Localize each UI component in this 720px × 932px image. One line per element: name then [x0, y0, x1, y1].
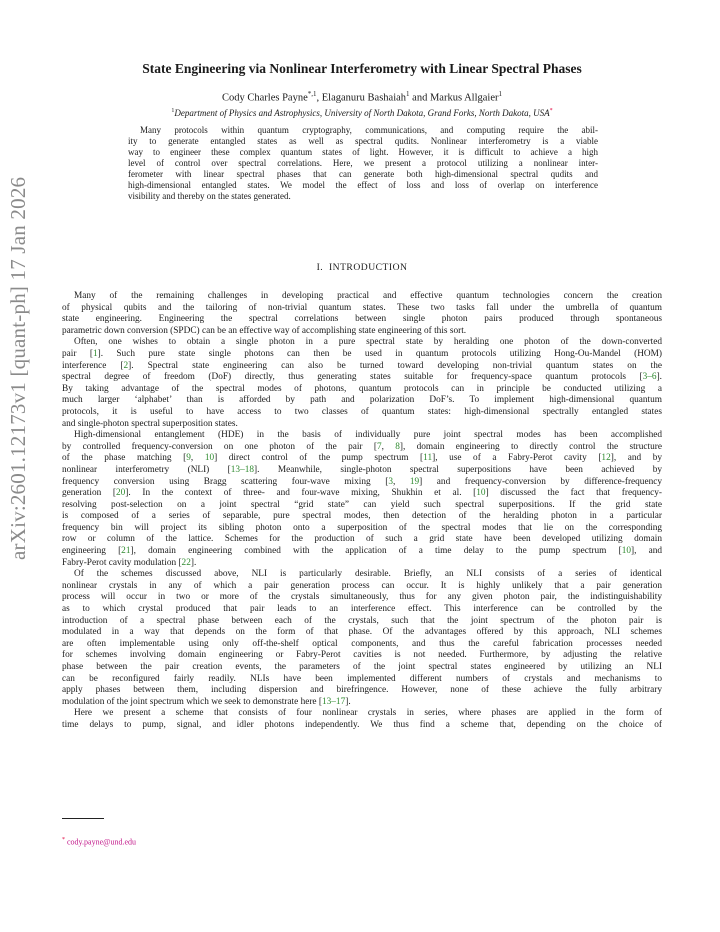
- affiliation: [60, 108, 664, 118]
- affiliation-text: Department of Physics and Astrophysics, University of North Dakota, Grand Forks, North Dakota, USA: [174, 108, 550, 118]
- body-line: [62, 592, 662, 604]
- citation-link[interactable]: 10: [621, 546, 631, 557]
- body-line: [62, 303, 662, 315]
- citation-link[interactable]: 22: [181, 557, 191, 568]
- text-run: engineering [: [62, 546, 122, 557]
- text-run: frequency conversion using Bragg scattering four-wave mixing [: [62, 476, 389, 487]
- text-run: ], domain engineering to directly control the structure: [399, 441, 662, 452]
- text-run: ,: [381, 441, 396, 452]
- text-run: ], and: [630, 546, 663, 557]
- text-run: parametric down conversion (SPDC) can be an effective way of accomplishing state engineering of this sort.: [62, 325, 467, 336]
- author-mark: 1: [406, 90, 410, 98]
- body-line: [62, 407, 662, 419]
- abstract-line: visibility and thereby on the states generated.: [128, 191, 291, 201]
- text-run: is composed of a series of separable, pure spectral modes, then detection of the heralding photon in a particular: [62, 511, 662, 522]
- text-run: state engineering. Engineering the spectral correlations between single photon pairs produced through spontaneous: [62, 314, 662, 325]
- text-run: frequency bin will project its sibling photon onto a superposition of the spectral modes that lie on the corresponding: [62, 522, 662, 533]
- body-line: [62, 569, 662, 581]
- body-line: [62, 465, 662, 477]
- text-run: ]. Spectral state engineering can also be turned toward developing non-trivial quantum states on the: [128, 360, 662, 371]
- abstract: [128, 125, 598, 202]
- footnote: [62, 837, 136, 847]
- body-line: [62, 372, 662, 384]
- citation-link[interactable]: 10: [204, 453, 215, 464]
- author-email-link[interactable]: cody.payne@und.edu: [67, 837, 137, 847]
- citation-link[interactable]: 12: [601, 453, 611, 464]
- section-number: I.: [316, 262, 324, 273]
- body-line: [62, 650, 662, 662]
- text-run: Here we present a scheme that consists of four nonlinear crystals in series, where phases are applied in the form of: [74, 708, 662, 719]
- abstract-line: ity to generate entangled states as well as spectral qudits. Nonlinear interferometry is a viable: [128, 136, 598, 146]
- paper-title: State Engineering via Nonlinear Interferometry with Linear Spectral Phases: [142, 61, 582, 76]
- body-line: [62, 581, 662, 593]
- text-run: row or column of the lattice. Schemes for the production of such a grid state have been developed utilizing domain: [62, 534, 662, 545]
- text-run: ].: [190, 557, 197, 568]
- body-line: [62, 361, 662, 373]
- abstract-line: way to engineer these complex quantum states of light. However, it is difficult to achieve a high: [128, 147, 598, 157]
- section-title: INTRODUCTION: [328, 262, 408, 273]
- text-run: ] and frequency-conversion by difference-frequency: [419, 476, 663, 487]
- citation-link[interactable]: 3–6: [642, 372, 657, 383]
- author-mark: 1: [498, 90, 502, 98]
- text-run: nonlinear crystals in any of which a pair generation process can occur. It is highly unlikely that a pair generation: [62, 580, 662, 591]
- abstract-line: Many protocols within quantum cryptography, communications, and computing require the abil-: [140, 125, 598, 135]
- text-run: process will occur in two or more of the crystals simultaneously, thus for any given photon pair, the indistinguishability: [62, 592, 662, 603]
- author-name: Markus Allgaier: [429, 92, 499, 104]
- body-line: [62, 395, 662, 407]
- citation-link[interactable]: 13–18: [230, 464, 255, 475]
- citation-link[interactable]: 20: [115, 488, 126, 499]
- text-run: By taking advantage of the spectral modes of photons, quantum protocols can in principle be conducted utilizing a: [62, 383, 662, 394]
- text-run: much larger ‘alphabet’ than is afforded by path and polarization DoF’s. To implement high-dimensional quantum: [62, 395, 662, 406]
- author-name: Elaganuru Bashaiah: [321, 92, 407, 104]
- text-run: High-dimensional entanglement (HDE) in the basis of individually pure joint spectral modes has been accomplished: [74, 430, 662, 441]
- text-run: ].: [345, 696, 351, 707]
- text-run: as to which crystal produced that pair leads to an interference effect. This interference can be controlled by the: [62, 604, 662, 615]
- citation-link[interactable]: 7: [376, 441, 382, 452]
- citation-link[interactable]: 2: [123, 360, 129, 371]
- citation-link[interactable]: 3: [388, 476, 393, 487]
- body-line: [62, 511, 662, 523]
- text-run: ].: [656, 372, 662, 383]
- affiliation-star-link[interactable]: *: [549, 108, 553, 114]
- body-line: [62, 685, 662, 697]
- body-line: [62, 477, 662, 489]
- text-run: introduction of a spectral phase between each of the crystals, such that the joint spectrum of the photon pair is: [62, 615, 662, 626]
- text-run: ]. Such pure state single photons can then be used in quantum protocols utilizing Hong-Ou-Mandel (HOM): [97, 348, 662, 359]
- body-line: [62, 326, 662, 338]
- text-run: ] discussed the fact that frequency-: [485, 488, 663, 499]
- body-line: [62, 604, 662, 616]
- body-line: [62, 639, 662, 651]
- footnote-mark: *: [62, 837, 65, 843]
- introduction-body: [62, 291, 662, 732]
- citation-link[interactable]: 11: [423, 453, 433, 464]
- body-line: [62, 616, 662, 628]
- body-line: [62, 430, 662, 442]
- author-list: [60, 90, 664, 104]
- citation-link[interactable]: 1: [92, 348, 98, 359]
- footnote-rule: [62, 818, 104, 819]
- body-line: [62, 500, 662, 512]
- text-run: resolving post-selection on a joint spectral “grid state” can yield such spectral superpositions. If the grid state: [62, 499, 662, 510]
- text-run: Often, one wishes to obtain a single photon in a pure spectral state by heralding one photon of the down-converted: [74, 337, 662, 348]
- section-heading: [60, 262, 664, 273]
- text-run: are often implementable using only off-the-shelf optical components, and thus the careful fabrication processes needed: [62, 638, 662, 649]
- arxiv-identifier-stamp: arXiv:2601.12173v1 [quant-ph] 17 Jan 2026: [6, 176, 30, 560]
- citation-link[interactable]: 21: [121, 546, 131, 557]
- text-run: apply phases between them, including dispersion and birefringence. However, none of these achieve the fully arbitrary: [62, 685, 662, 696]
- text-run: and single-photon spectral superposition states.: [62, 418, 238, 429]
- body-line: [62, 662, 662, 674]
- text-run: nonlinear interferometry (NLI) [: [62, 464, 231, 475]
- text-run: phase between the pair creation events, the parameters of the joint spectral states engineered by utilizing an NLI: [62, 662, 662, 672]
- body-line: [62, 337, 662, 349]
- body-line: [62, 442, 662, 454]
- author-mark: *,1: [307, 90, 317, 98]
- text-run: spectral degree of freedom (DoF) directly, thus generating states suitable for frequency-space quantum protocols [: [62, 372, 643, 383]
- body-line: [62, 708, 662, 720]
- text-run: Of the schemes discussed above, NLI is particularly desirable. Briefly, an NLI consists of a series of identical: [74, 569, 662, 580]
- abstract-line: high-dimensional entangled states. We model the effect of loss and loss of overlap on interference: [128, 180, 598, 190]
- text-run: modulation of the joint spectrum which we seek to demonstrate here [: [62, 696, 322, 707]
- body-line: [62, 419, 662, 431]
- body-line: [62, 674, 662, 686]
- text-run: ]. Meanwhile, single-photon spectral superpositions have been achieved by: [254, 464, 662, 475]
- text-run: modulated in a way that depends on the form of that phase. Of the advantages offered by this approach, NLI schemes: [62, 627, 662, 638]
- author-name: Cody Charles Payne: [222, 92, 308, 104]
- body-line: [62, 314, 662, 326]
- text-run: protocols, it is useful to have access to two classes of quantum states: high-dimensional spectrally entangled states: [62, 406, 662, 417]
- text-run: ] direct control of the pump spectrum [: [214, 453, 424, 464]
- text-run: pair [: [62, 348, 93, 359]
- text-run: generation [: [62, 488, 116, 499]
- citation-link[interactable]: 8: [395, 441, 400, 452]
- body-line: [62, 453, 662, 465]
- abstract-line: level of control over spectral correlations. Here, we present a protocol utilizing a nonlinear inter-: [128, 158, 598, 168]
- text-run: ], domain engineering combined with the application of a time delay to the pump spectrum [: [130, 546, 622, 557]
- citation-link[interactable]: 10: [476, 488, 486, 499]
- text-run: ,: [190, 453, 205, 464]
- body-line: [62, 523, 662, 535]
- body-line: [62, 534, 662, 546]
- text-run: of the phase matching [: [62, 453, 187, 464]
- text-run: by controlled frequency-conversion on one photon of the pair [: [62, 441, 377, 452]
- text-run: Fabry-Perot cavity modulation [: [62, 557, 182, 568]
- body-line: [62, 488, 662, 500]
- body-line: [62, 546, 662, 558]
- body-line: [62, 697, 662, 709]
- text-run: of physical qubits and the tailoring of non-trivial quantum states. These two tasks fall under the umbrella of quantum: [62, 302, 662, 313]
- text-run: for schemes involving domain engineering or Fabry-Perot cavities is not needed. Furthermore, by adjusting the relative: [62, 650, 662, 661]
- body-line: [62, 558, 662, 570]
- author-separator: ,: [316, 92, 322, 104]
- citation-link[interactable]: 9: [186, 453, 191, 464]
- abstract-line: ferometer with linear spectral phases that can generate both high-dimensional spectral qudits and: [128, 169, 598, 179]
- text-run: Many of the remaining challenges in developing practical and effective quantum technologies concern the creation: [74, 291, 662, 301]
- citation-link[interactable]: 13–17: [321, 696, 346, 707]
- text-run: ]. In the context of three- and four-wave mixing, Shukhin et al. [: [125, 488, 477, 499]
- text-run: can be reconfigured fairly readily. NLIs have been implemented different numbers of crystals and mechanisms to: [62, 673, 662, 684]
- text-run: ,: [392, 476, 410, 487]
- text-run: time delays to pump, signal, and idler photons independently. We thus find a scheme that, depending on the choice of: [62, 719, 662, 730]
- text-run: interference [: [62, 360, 124, 371]
- affiliation-mark: 1: [171, 108, 175, 114]
- body-line: [62, 720, 662, 732]
- body-line: [62, 349, 662, 361]
- citation-link[interactable]: 19: [409, 476, 420, 487]
- author-separator: and: [409, 92, 430, 104]
- body-line: [62, 384, 662, 396]
- body-line: [62, 627, 662, 639]
- body-line: [62, 291, 662, 303]
- text-run: ], use of a Fabry-Perot cavity [: [432, 453, 602, 464]
- text-run: ], and by: [610, 453, 662, 464]
